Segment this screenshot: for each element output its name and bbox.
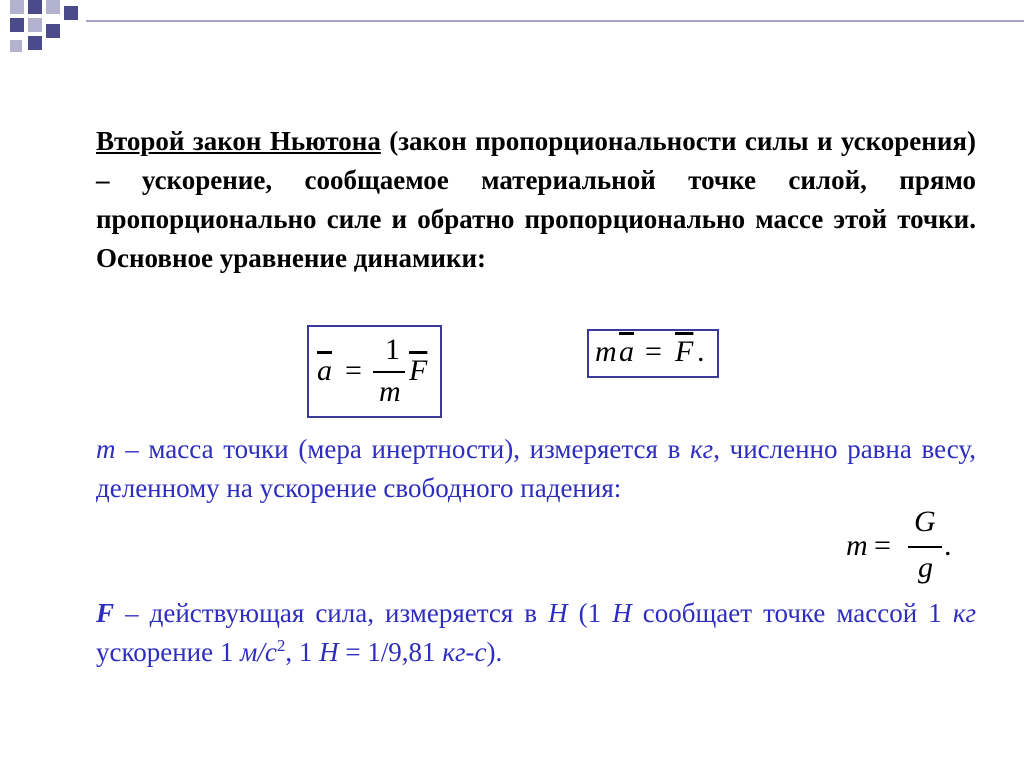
- deco-square: [64, 6, 78, 20]
- law-body: (закон пропорциональности силы и ускорения) – ускорение, сообщаемое материальной точке силой, прямо пропорционально силе и обратно пропорционально массе этой точки. Основное уравнение динамики:: [96, 126, 976, 273]
- force-text: (1: [567, 598, 613, 628]
- deco-square: [46, 24, 60, 38]
- deco-square: [10, 18, 24, 32]
- header-decoration: [0, 0, 1024, 60]
- force-text: ускорение 1: [96, 637, 241, 667]
- formula3-dot: .: [944, 529, 952, 562]
- force-text: = 1/9,81: [338, 637, 443, 667]
- mass-unit: кг: [690, 434, 714, 464]
- formula3-den: g: [918, 551, 933, 584]
- unit: кг: [952, 598, 976, 628]
- formula2-dot: .: [697, 335, 705, 368]
- force-text: – действующая сила, измеряется в: [114, 598, 549, 628]
- formula-box-2: [587, 329, 719, 378]
- mass-symbol: m: [96, 434, 116, 464]
- deco-square: [28, 36, 42, 50]
- formula1-den: m: [379, 375, 401, 408]
- mass-text-2: , численно равна весу, деленному на ускорение свободного падения:: [96, 434, 976, 503]
- force-text: , 1: [285, 637, 320, 667]
- fraction-line: [908, 546, 942, 548]
- formula1-num: 1: [385, 333, 400, 366]
- deco-square: [28, 0, 42, 14]
- formula2-eq: =: [645, 335, 662, 368]
- unit: кг-с: [442, 637, 487, 667]
- force-text: сообщает точке массой 1: [631, 598, 953, 628]
- unit: Н: [612, 598, 632, 628]
- law-title: Второй закон Ньютона: [96, 126, 381, 156]
- force-paragraph: [96, 594, 976, 672]
- mass-paragraph: [96, 430, 976, 508]
- superscript: 2: [276, 636, 286, 655]
- deco-square: [10, 40, 22, 52]
- unit: Н: [319, 637, 339, 667]
- formula2-F: $\overline{F}$: [675, 335, 694, 368]
- unit: м/с: [240, 637, 277, 667]
- fraction-line: [373, 371, 405, 373]
- formula1-rhs: $\overline{F}$: [409, 354, 428, 387]
- formula3-eq: =: [874, 529, 891, 562]
- formula3-num: G: [914, 505, 936, 538]
- formula3-lhs: m: [846, 529, 868, 562]
- formula2-m: m: [595, 335, 617, 368]
- formula1-lhs: $\overline{a}$: [317, 354, 332, 387]
- mass-text-1: – масса точки (мера инертности), измеряется в: [115, 434, 691, 464]
- header-rule: [86, 20, 1024, 22]
- force-text: ).: [486, 637, 503, 667]
- formula-box-1: [307, 325, 442, 418]
- law-paragraph: [96, 122, 976, 278]
- deco-square: [10, 0, 24, 14]
- unit: Н: [548, 598, 568, 628]
- formula1-eq: =: [345, 354, 362, 387]
- formula2-a: $\overline{a}$: [619, 335, 634, 368]
- deco-square: [46, 0, 60, 14]
- force-symbol: F: [96, 598, 115, 628]
- formula-3: [846, 505, 956, 585]
- deco-square: [28, 18, 42, 32]
